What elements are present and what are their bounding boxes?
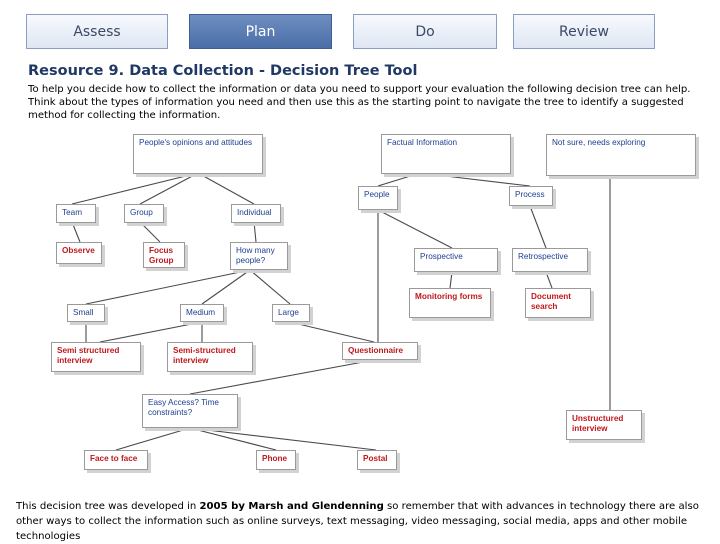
node-unstructured-interview: Unstructured interview <box>566 410 642 440</box>
footer-pre: This decision tree was developed in <box>16 501 200 512</box>
node-team: Team <box>56 204 96 223</box>
node-not-sure: Not sure, needs exploring <box>546 134 696 176</box>
node-process: Process <box>509 186 553 206</box>
node-phone: Phone <box>256 450 296 470</box>
node-postal: Postal <box>357 450 397 470</box>
node-semi-structured-interview-2: Semi-structured interview <box>167 342 253 372</box>
node-face-to-face: Face to face <box>84 450 148 470</box>
node-opinions-attitudes: People's opinions and attitudes <box>133 134 263 174</box>
node-prospective: Prospective <box>414 248 498 272</box>
footer-authors: 2005 by Marsh and Glendenning <box>199 501 384 512</box>
node-document-search: Document search <box>525 288 591 318</box>
footer-note <box>16 499 716 544</box>
tab-review-label: Review <box>559 23 609 40</box>
node-monitoring-forms: Monitoring forms <box>409 288 491 318</box>
node-medium: Medium <box>180 304 224 322</box>
tab-plan-label: Plan <box>245 23 276 40</box>
node-individual: Individual <box>231 204 281 223</box>
node-large: Large <box>272 304 310 322</box>
footer-post: so remember that with advances in technology there are also other ways to collect the information such as online surveys, text messaging, video messaging, social media, apps and other mobile technologies <box>16 501 699 542</box>
node-focus-group: Focus Group <box>143 242 185 268</box>
node-easy-access: Easy Access? Time constraints? <box>142 394 238 428</box>
node-small: Small <box>67 304 105 322</box>
node-how-many-people: How many people? <box>230 242 288 270</box>
node-semi-structured-interview: Semi structured interview <box>51 342 141 372</box>
node-observe: Observe <box>56 242 102 264</box>
node-factual-information: Factual Information <box>381 134 511 174</box>
node-retrospective: Retrospective <box>512 248 588 272</box>
tab-do-label: Do <box>415 23 435 40</box>
page-title: Resource 9. Data Collection - Decision Tree Tool <box>28 63 418 79</box>
tab-assess-label: Assess <box>73 23 121 40</box>
node-group: Group <box>124 204 164 223</box>
node-people: People <box>358 186 398 210</box>
intro-text: To help you decide how to collect the information or data you need to support your evaluation the following decision tree can help. Think about the types of information you need and then use this as the starting point to navigate the tree to identify a suggested method for collecting the information. <box>28 84 691 121</box>
node-questionnaire: Questionnaire <box>342 342 418 360</box>
